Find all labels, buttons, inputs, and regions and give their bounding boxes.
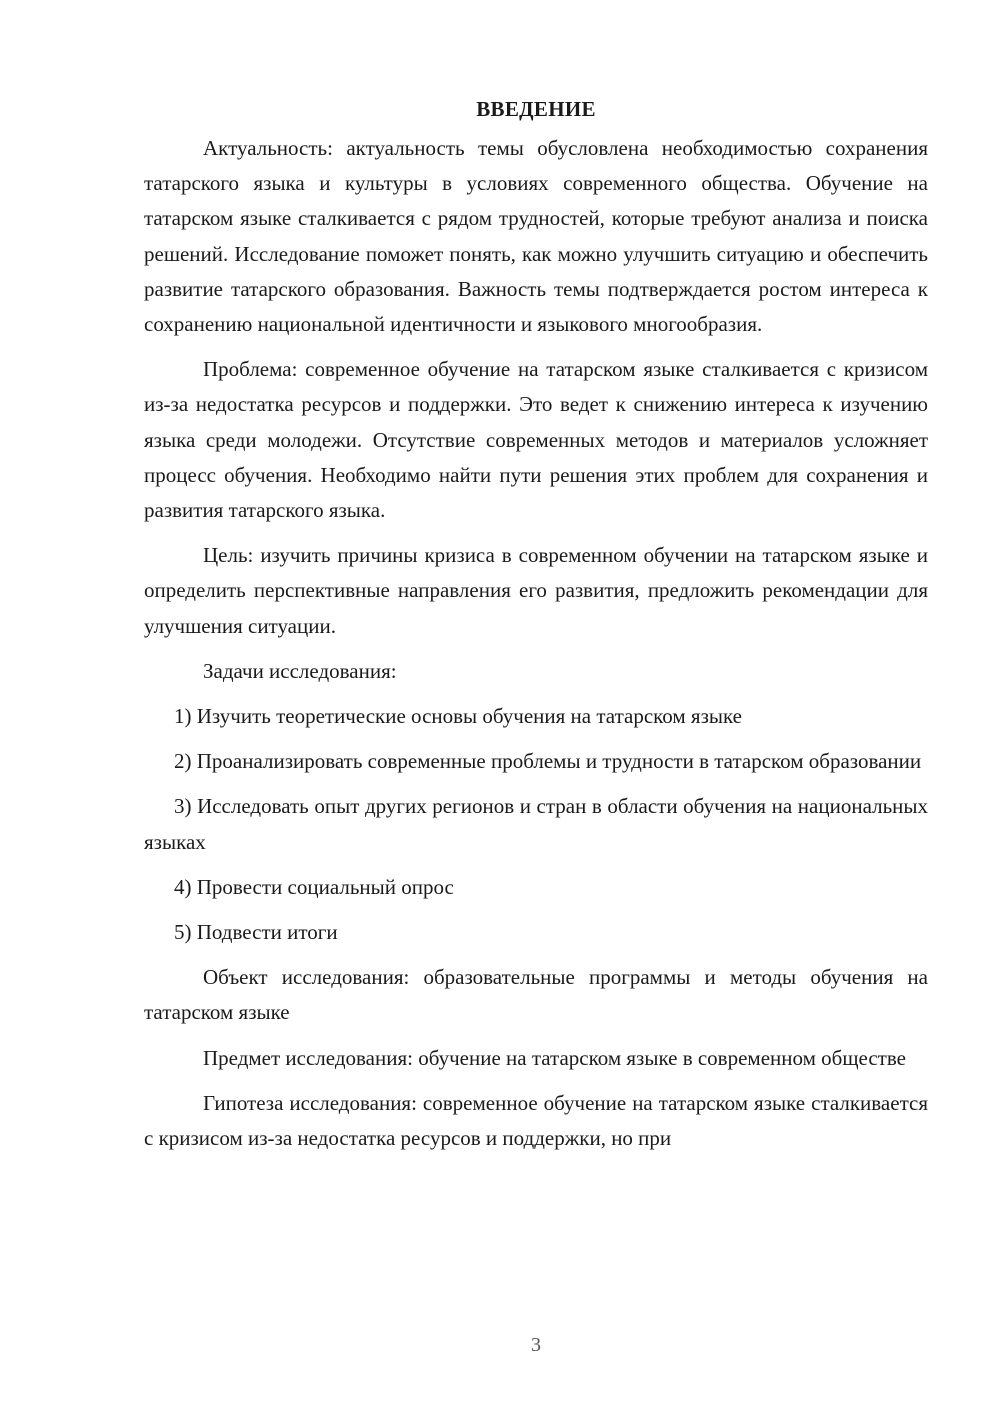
paragraph-tasks-heading: Задачи исследования: [203, 658, 397, 683]
paragraph-relevance: Актуальность: актуальность темы обусловлена необходимостью сохранения татарского языка и культуры в условиях современного общества. Обучение на татарском языке сталкивается с рядом трудностей, которые требуют анализа и поиска решений. Исследование поможет понять, как можно улучшить ситуацию и обеспечить развитие татарского образования. Важность темы подтверждается ростом интереса к сохранению национальной идентичности и языкового многообразия. [144, 136, 928, 337]
paragraph-hypothesis: Гипотеза исследования: современное обучение на татарском языке сталкивается с кризисом из-за недостатка ресурсов и поддержки, но при [144, 1090, 928, 1151]
paragraph-subject: Предмет исследования: обучение на татарском языке в современном обществе [203, 1045, 906, 1070]
page-content [144, 92, 928, 1166]
paragraph-object: Объект исследования: образовательные программы и методы обучения на татарском языке [144, 965, 928, 1025]
page-number: 3 [531, 1334, 541, 1356]
paragraph-problem: Проблема: современное обучение на татарском языке сталкивается с кризисом из-за недостатка ресурсов и поддержки. Это ведет к снижению интереса к изучению языка среди молодежи. Отсутствие современных методов и материалов усложняет процесс обучения. Необходимо найти пути решения этих проблем для сохранения и развития татарского языка. [144, 357, 928, 523]
paragraph-goal: Цель: изучить причины кризиса в современном обучении на татарском языке и определить перспективные направления его развития, предложить рекомендации для улучшения ситуации. [144, 543, 928, 638]
task-item-2: 2) Проанализировать современные проблемы и трудности в татарском образовании [174, 749, 922, 774]
task-item-4: 4) Провести социальный опрос [174, 874, 454, 899]
task-item-5: 5) Подвести итоги [174, 920, 338, 945]
section-title: ВВЕДЕНИЕ [476, 97, 596, 121]
task-item-3: 3) Исследовать опыт других регионов и стран в области обучения на национальных языках [144, 794, 928, 854]
task-item-1: 1) Изучить теоретические основы обучения на татарском языке [174, 704, 742, 729]
